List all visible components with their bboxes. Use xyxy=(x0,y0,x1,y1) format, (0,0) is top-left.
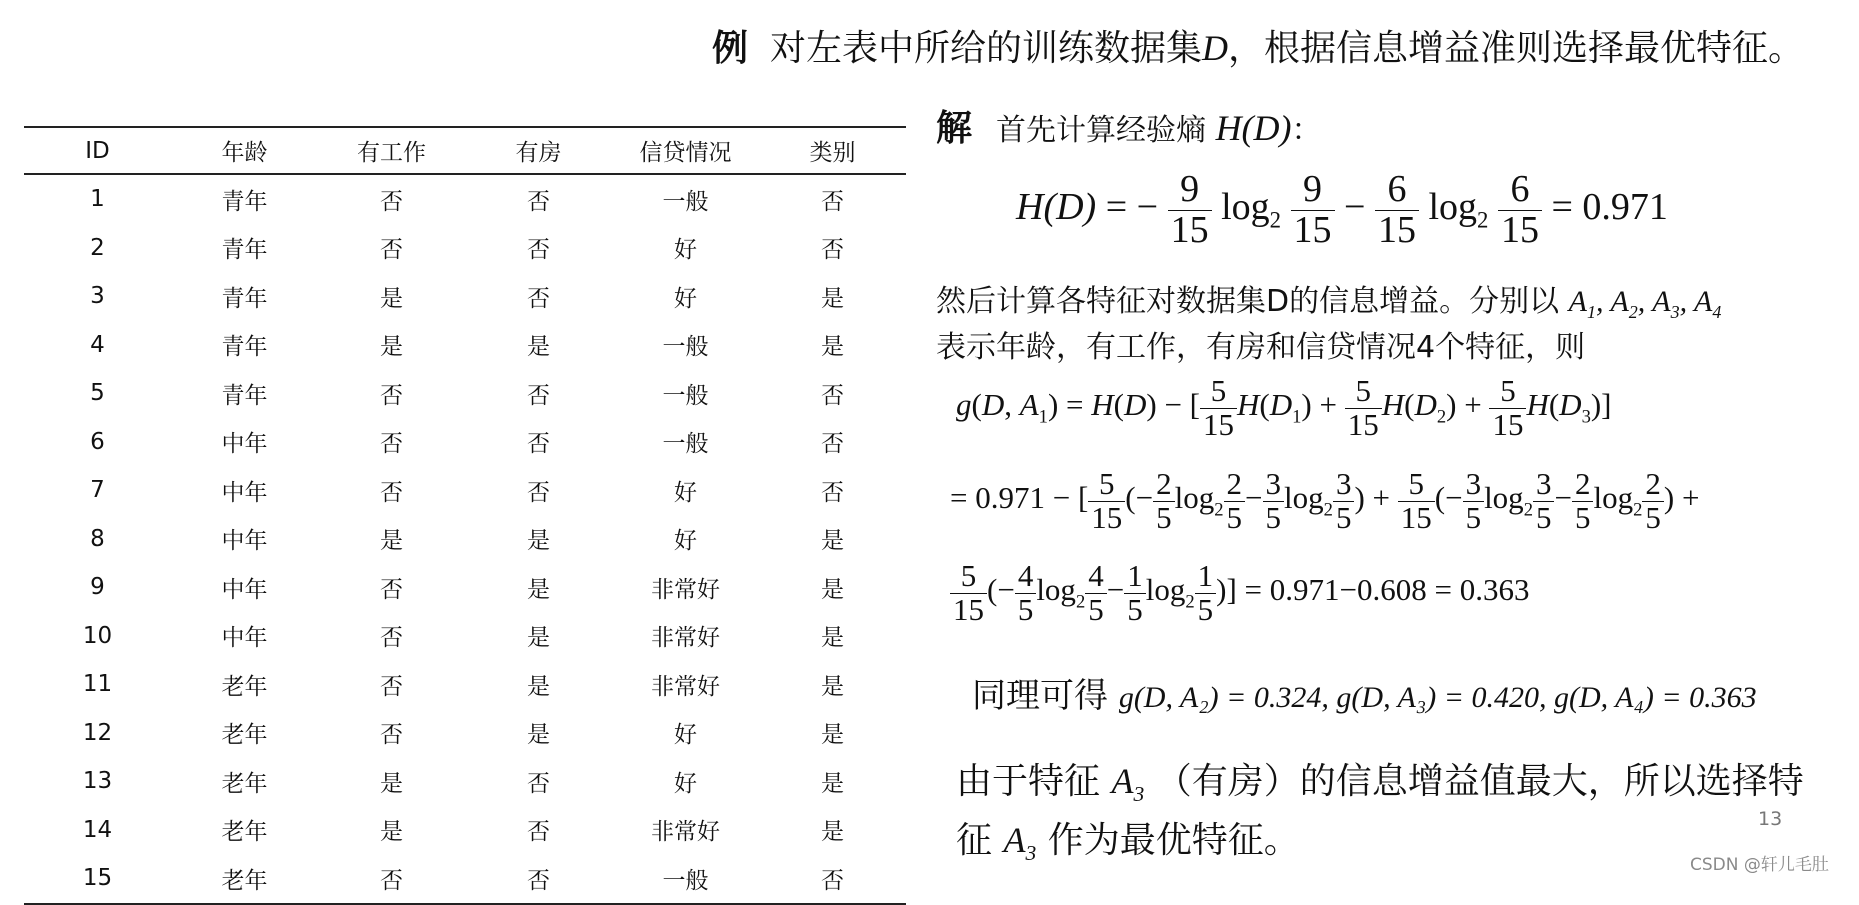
cell-id: 1 xyxy=(90,186,105,213)
intro-formula: H(D) xyxy=(1215,108,1292,148)
cell-house: 是 xyxy=(527,625,550,652)
table-row xyxy=(24,321,906,370)
cell-class: 否 xyxy=(821,479,844,506)
conclusion-line1-a: 由于特征 xyxy=(956,761,1101,802)
conclusion-line xyxy=(956,758,1804,817)
cell-house: 否 xyxy=(527,188,550,215)
page-number: 13 xyxy=(1758,808,1783,830)
cell-class: 是 xyxy=(821,576,844,603)
cell-class: 是 xyxy=(821,285,844,312)
table-row xyxy=(24,612,906,661)
cell-class: 否 xyxy=(821,237,844,264)
cell-id: 4 xyxy=(90,331,105,358)
other-gain-values: g(D, A₂) = 0.324, g(D, A₃) = 0.420, g(D, A₄) = 0.363 xyxy=(1118,681,1757,714)
cell-age: 中年 xyxy=(221,576,268,603)
conclusion-line2-a: 征 xyxy=(956,820,993,862)
header-age: 年龄 xyxy=(221,140,268,166)
cell-class: 否 xyxy=(821,431,844,458)
header-class: 类别 xyxy=(809,140,856,166)
table-row xyxy=(24,224,906,273)
cell-age: 老年 xyxy=(221,673,268,700)
cell-job: 否 xyxy=(380,722,403,749)
intro-colon: ： xyxy=(1291,113,1322,148)
conclusion-line xyxy=(956,817,1804,876)
cell-id: 13 xyxy=(82,768,113,795)
cell-credit: 一般 xyxy=(662,382,709,409)
cell-house: 是 xyxy=(527,528,550,555)
cell-house: 否 xyxy=(527,819,550,846)
cell-class: 是 xyxy=(821,722,844,749)
solution-intro-text: 首先计算经验熵 xyxy=(996,113,1207,148)
feature-a3: $A_3$ xyxy=(1111,761,1145,807)
cell-house: 是 xyxy=(527,334,550,361)
cell-id: 10 xyxy=(82,622,113,649)
cell-job: 否 xyxy=(380,673,403,700)
cell-credit: 一般 xyxy=(662,188,709,215)
cell-id: 3 xyxy=(90,283,105,310)
table-row xyxy=(24,174,906,224)
cell-id: 12 xyxy=(82,719,113,746)
cell-id: 7 xyxy=(90,477,105,504)
fraction-denominator: 15 xyxy=(1170,208,1209,251)
table-row xyxy=(24,757,906,806)
cell-class: 是 xyxy=(821,819,844,846)
cell-age: 老年 xyxy=(221,819,268,846)
cell-house: 否 xyxy=(527,867,550,894)
cell-class: 是 xyxy=(821,673,844,700)
title-text-after: ，根据信息增益准则选择最优特征。 xyxy=(1228,28,1805,69)
cell-age: 青年 xyxy=(221,237,268,264)
cell-credit: 一般 xyxy=(662,334,709,361)
cell-house: 否 xyxy=(527,770,550,797)
cell-house: 否 xyxy=(527,431,550,458)
title-text-before: 对左表中所给的训练数据集 xyxy=(770,28,1203,69)
cell-job: 否 xyxy=(380,382,403,409)
cell-job: 否 xyxy=(380,188,403,215)
table-row xyxy=(24,806,906,855)
table-header-row xyxy=(24,127,906,174)
cell-job: 是 xyxy=(380,770,403,797)
conclusion-line1-b: （有房）的信息增益值最大，所以选择特 xyxy=(1155,761,1804,802)
entropy-formula: H(D) = − $\frac{9}{15}$ $\log_2$ $\frac{9}{15}$ − $\frac{6}{15}$ $\log_2$ $\frac{6}{15}$ = 0.971 xyxy=(1016,168,1668,251)
cell-id: 11 xyxy=(82,671,113,698)
table-row xyxy=(24,709,906,758)
gain-a1-result: 0.971−0.608 = 0.363 xyxy=(1269,572,1530,608)
cell-id: 9 xyxy=(90,574,105,601)
cell-class: 否 xyxy=(821,382,844,409)
fraction xyxy=(1291,170,1335,251)
entropy-result: 0.971 xyxy=(1582,186,1668,229)
header-house: 有房 xyxy=(515,140,562,166)
cell-house: 否 xyxy=(527,237,550,264)
solution-label: 解 xyxy=(936,108,973,149)
header-job: 有工作 xyxy=(357,140,426,166)
solution-intro xyxy=(936,104,1322,155)
cell-age: 中年 xyxy=(221,528,268,555)
table-row xyxy=(24,272,906,321)
same-label: 同理可得 xyxy=(972,676,1108,716)
fraction-denominator: 15 xyxy=(1500,208,1539,251)
fraction xyxy=(1498,170,1542,251)
cell-credit: 非常好 xyxy=(651,625,720,652)
fraction-numerator: 9 xyxy=(1291,170,1335,211)
feature-intro-paragraph xyxy=(936,284,1721,366)
gain-formula-line3: $\frac{5}{15}$ (− $\frac{4}{5}$ $\log_2$ $\frac{4}{5}$ − $\frac{1}{5}$ $\log_2$ $\frac{1}{5}$ )] = 0.971−0.608 = 0.363 xyxy=(950,560,1530,626)
watermark: CSDN @轩儿毛肚 xyxy=(1690,855,1829,875)
cell-job: 否 xyxy=(380,576,403,603)
cell-age: 青年 xyxy=(221,188,268,215)
fraction-numerator: 9 xyxy=(1168,170,1212,211)
training-data-table xyxy=(24,126,906,905)
cell-job: 否 xyxy=(380,431,403,458)
cell-class: 是 xyxy=(821,528,844,555)
cell-class: 否 xyxy=(821,188,844,215)
other-gains xyxy=(972,668,1757,717)
cell-age: 老年 xyxy=(221,722,268,749)
header-credit: 信贷情况 xyxy=(639,140,732,166)
cell-credit: 好 xyxy=(674,528,697,555)
cell-house: 否 xyxy=(527,285,550,312)
fraction-denominator: 15 xyxy=(1293,208,1332,251)
cell-age: 中年 xyxy=(221,479,268,506)
feature-symbols: $A_1$, $A_2$, $A_3$, $A_4$ xyxy=(1568,285,1722,322)
entropy-lhs: H(D) xyxy=(1016,186,1097,229)
cell-credit: 好 xyxy=(674,770,697,797)
example-title xyxy=(712,24,1804,73)
cell-age: 青年 xyxy=(221,334,268,361)
cell-age: 老年 xyxy=(221,770,268,797)
table-row xyxy=(24,515,906,564)
fraction xyxy=(1168,170,1212,251)
cell-id: 8 xyxy=(90,525,105,552)
title-var: D xyxy=(1202,28,1229,68)
table-row xyxy=(24,854,906,904)
cell-id: 2 xyxy=(90,234,105,261)
cell-credit: 好 xyxy=(674,722,697,749)
cell-credit: 好 xyxy=(674,479,697,506)
cell-credit: 非常好 xyxy=(651,576,720,603)
table-row xyxy=(24,563,906,612)
feature-a3: $A_3$ xyxy=(1003,820,1037,866)
cell-job: 否 xyxy=(380,479,403,506)
gain-formula-line2: = 0.971 − [ $\frac{5}{15}$ (− $\frac{2}{5}$ $\log_2$ $\frac{2}{5}$ − $\frac{3}{5}$ $\log_2$ $\frac{3}{5}$ ) + $\frac{5}{15}$ (− $\frac{3}{5}$ $\log_2$ $\frac{3}{5}$ − $\frac{2}{5}$ $\log_2$ $\frac{2}{5}$ ) + xyxy=(950,466,1700,535)
cell-id: 5 xyxy=(90,380,105,407)
cell-credit: 一般 xyxy=(662,431,709,458)
cell-age: 青年 xyxy=(221,382,268,409)
cell-class: 是 xyxy=(821,770,844,797)
cell-house: 否 xyxy=(527,382,550,409)
cell-credit: 好 xyxy=(674,237,697,264)
cell-credit: 一般 xyxy=(662,867,709,894)
cell-job: 是 xyxy=(380,819,403,846)
cell-job: 是 xyxy=(380,528,403,555)
cell-job: 是 xyxy=(380,285,403,312)
paragraph-line2: 表示年龄，有工作，有房和信贷情况4个特征，则 xyxy=(936,330,1586,365)
cell-credit: 好 xyxy=(674,285,697,312)
cell-class: 是 xyxy=(821,625,844,652)
paragraph-line xyxy=(936,284,1721,330)
cell-id: 6 xyxy=(90,428,105,455)
cell-class: 否 xyxy=(821,867,844,894)
cell-house: 是 xyxy=(527,722,550,749)
table-row xyxy=(24,466,906,515)
paragraph-line1: 然后计算各特征对数据集D的信息增益。分别以 xyxy=(936,284,1560,319)
cell-house: 是 xyxy=(527,576,550,603)
fraction xyxy=(1375,170,1419,251)
cell-age: 老年 xyxy=(221,867,268,894)
cell-job: 否 xyxy=(380,237,403,264)
example-label: 例 xyxy=(712,28,749,69)
table-row xyxy=(24,418,906,467)
cell-id: 14 xyxy=(82,816,113,843)
cell-age: 中年 xyxy=(221,431,268,458)
fraction-numerator: 6 xyxy=(1498,170,1542,211)
fraction-denominator: 15 xyxy=(1377,208,1416,251)
conclusion xyxy=(956,758,1804,876)
conclusion-line2-b: 作为最优特征。 xyxy=(1047,820,1300,862)
cell-id: 15 xyxy=(82,865,113,892)
table-row xyxy=(24,660,906,709)
cell-age: 中年 xyxy=(221,625,268,652)
cell-credit: 非常好 xyxy=(651,673,720,700)
cell-credit: 非常好 xyxy=(651,819,720,846)
cell-age: 青年 xyxy=(221,285,268,312)
cell-class: 是 xyxy=(821,334,844,361)
cell-house: 是 xyxy=(527,673,550,700)
cell-house: 否 xyxy=(527,479,550,506)
header-id: ID xyxy=(85,137,110,164)
cell-job: 否 xyxy=(380,625,403,652)
table-row xyxy=(24,369,906,418)
fraction-numerator: 6 xyxy=(1375,170,1419,211)
gain-formula-line1: g(D, $A_1) = H(D)$ − [ $\frac{5}{15}$ $H(D_1)$ + $\frac{5}{15}$ $H(D_2)$ + $\frac{5}{15}$ $H(D_3)$] xyxy=(956,373,1612,442)
cell-job: 是 xyxy=(380,334,403,361)
cell-job: 否 xyxy=(380,867,403,894)
